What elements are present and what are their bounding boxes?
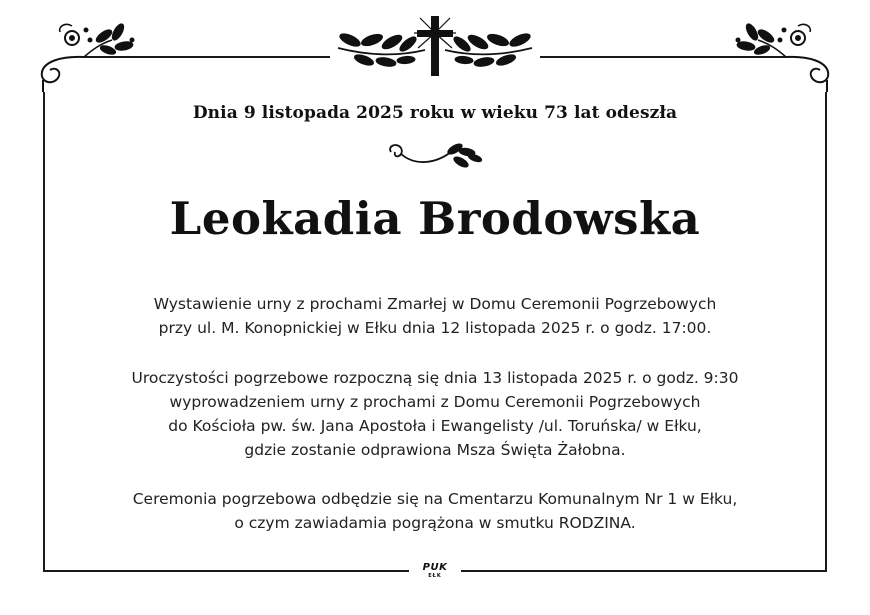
text-line: Uroczystości pogrzebowe rozpoczną się dnia 13 listopada 2025 r. o godz. 9:30 — [131, 369, 739, 387]
text-line: Wystawienie urny z prochami Zmarłej w Domu Ceremonii Pogrzebowych — [153, 295, 717, 313]
burial-paragraph — [60, 487, 810, 535]
top-ornament — [0, 0, 870, 95]
urn-viewing-paragraph — [60, 292, 810, 340]
puk-logo — [409, 562, 461, 584]
death-announcement-line: Dnia 9 listopada 2025 roku w wieku 73 lat odeszła — [192, 103, 678, 123]
text-line: do Kościoła pw. św. Jana Apostoła i Ewangelisty /ul. Toruńska/ w Ełku, — [168, 417, 702, 435]
text-line: gdzie zostanie odprawiona Msza Święta Żałobna. — [244, 441, 626, 459]
deceased-name: Leokadia Brodowska — [169, 192, 701, 245]
cross-with-olive-branches-icon — [338, 16, 532, 76]
text-line: przy ul. M. Konopnickiej w Ełku dnia 12 listopada 2025 r. o godz. 17:00. — [158, 319, 712, 337]
text-line: Ceremonia pogrzebowa odbędzie się na Cmentarzu Komunalnym Nr 1 w Ełku, — [132, 490, 738, 508]
logo-main-text: PUK — [422, 562, 448, 573]
funeral-ceremony-paragraph — [60, 366, 810, 462]
logo-sub-text: EŁK — [428, 573, 442, 579]
text-line: o czym zawiadamia pogrążona w smutku RODZINA. — [234, 514, 636, 532]
leaf-flourish-icon — [385, 140, 485, 172]
text-line: wyprowadzeniem urny z prochami z Domu Ceremonii Pogrzebowych — [169, 393, 701, 411]
